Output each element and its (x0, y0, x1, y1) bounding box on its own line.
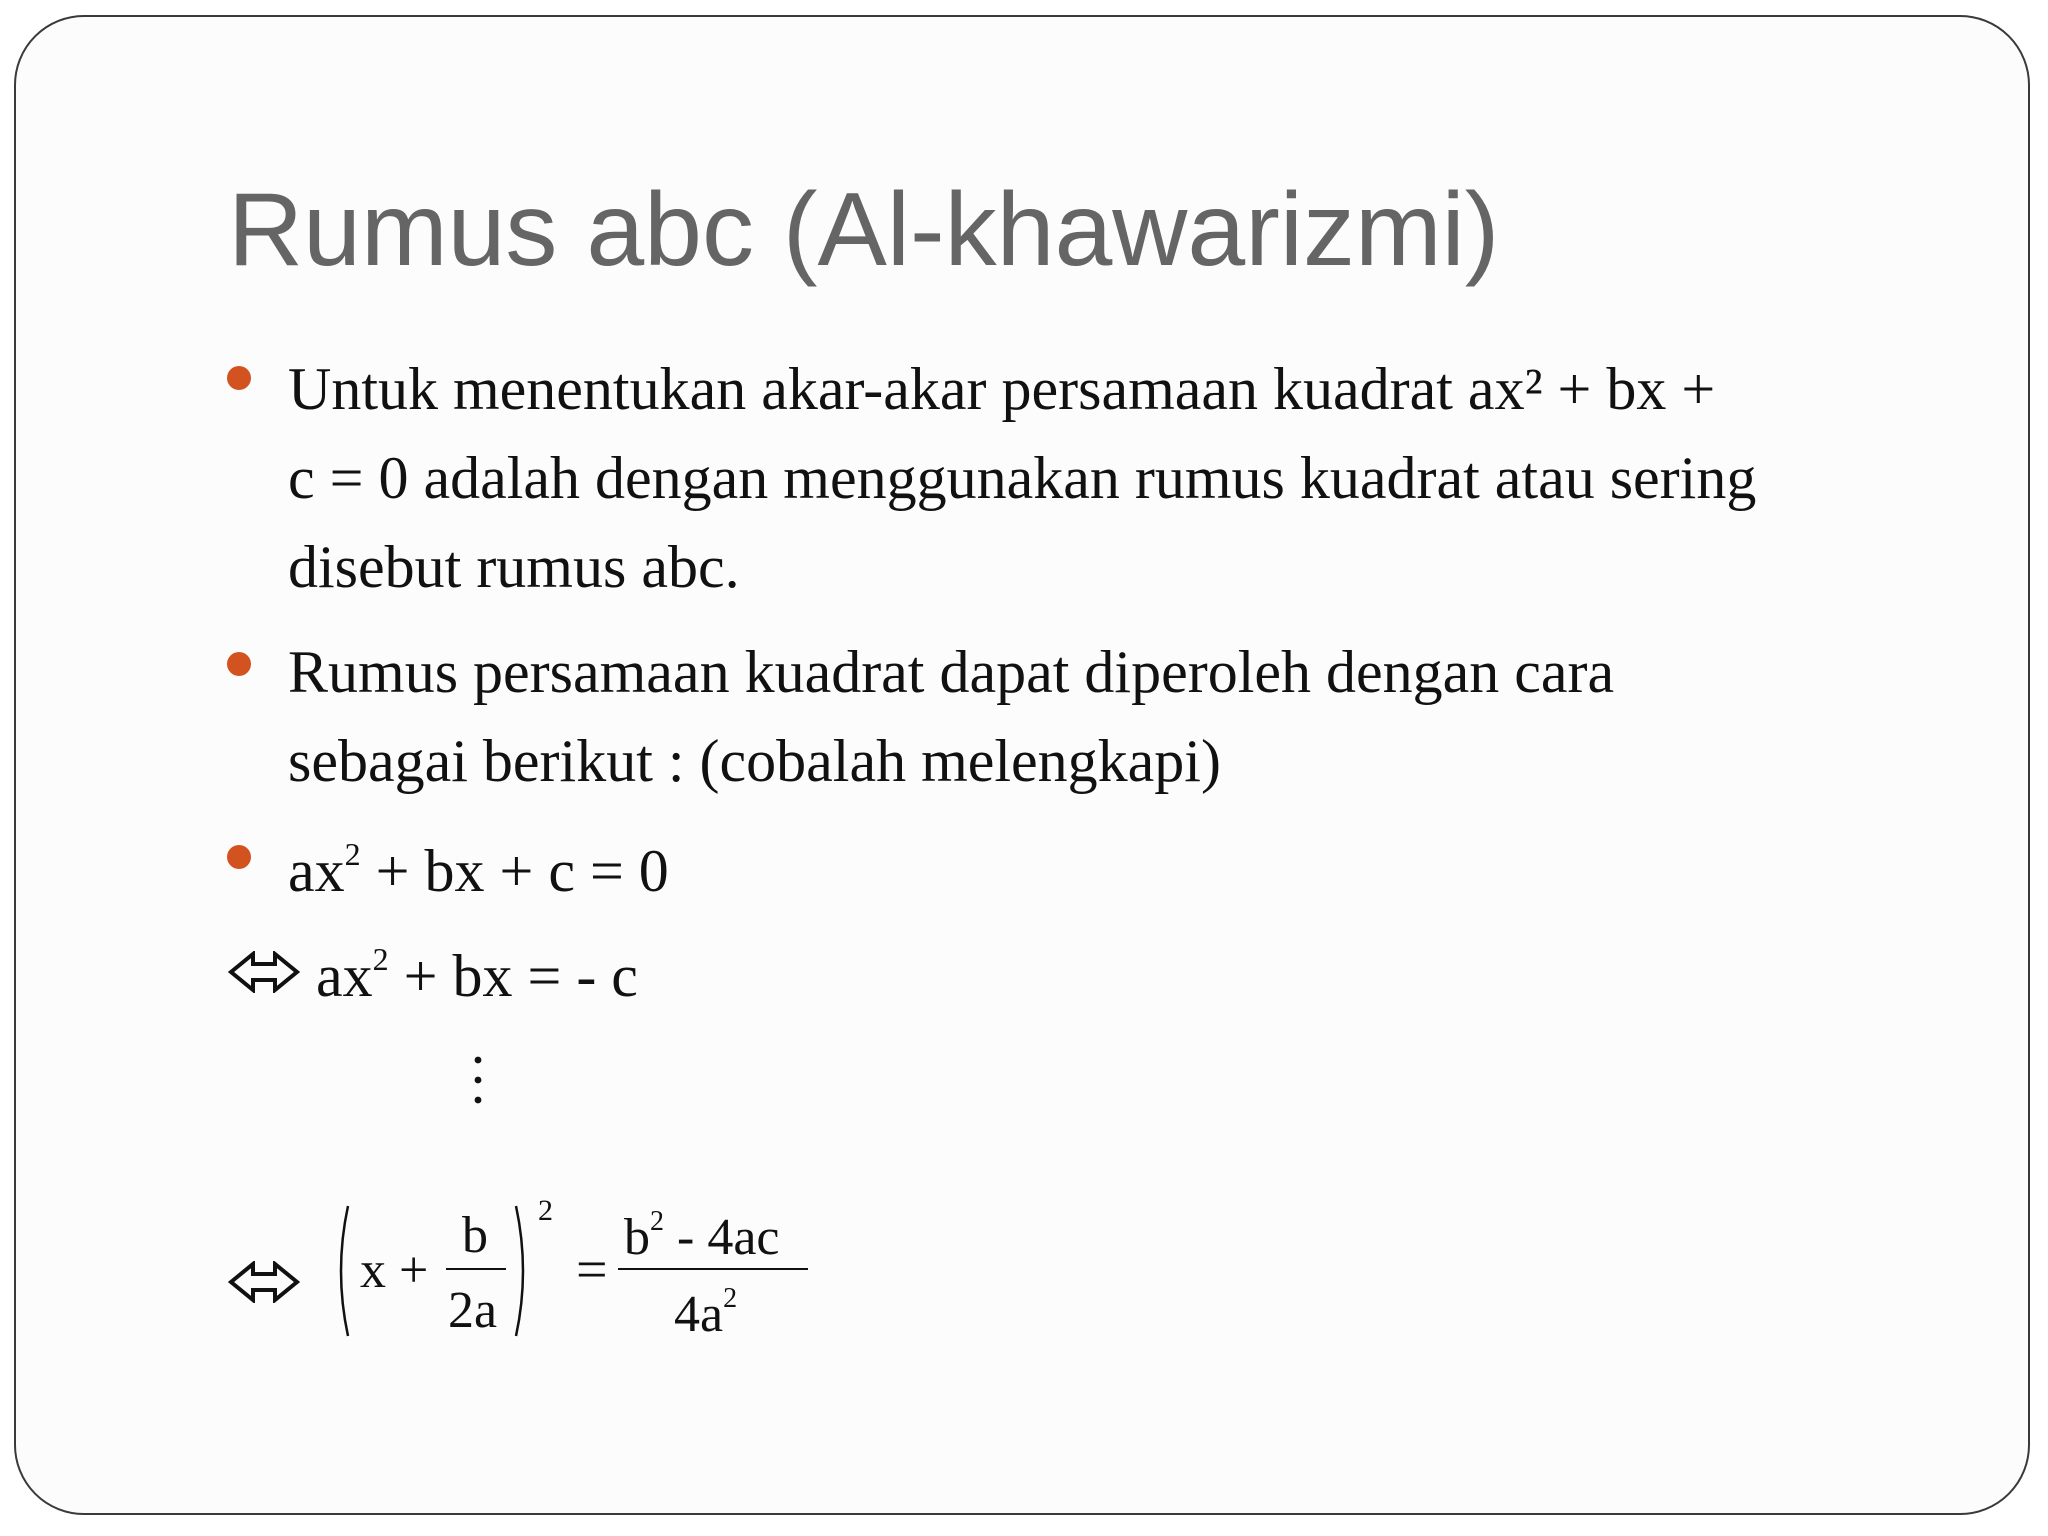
bullet-paragraph-1 (288, 345, 1756, 612)
vertical-ellipsis-icon (472, 1055, 484, 1105)
double-arrow-icon (228, 951, 300, 993)
eq1-exponent: 2 (344, 836, 361, 872)
text-line: Rumus persamaan kuadrat dapat diperoleh dengan cara (288, 639, 1615, 705)
bullet-marker (227, 652, 251, 676)
left-parenthesis (330, 1203, 352, 1339)
text-line: disebut rumus abc. (288, 534, 740, 600)
right-parenthesis (512, 1203, 534, 1339)
eq1-base: ax (288, 838, 345, 904)
inner-fraction-bar (446, 1268, 506, 1270)
eq2-base: ax (316, 943, 373, 1009)
eq2-exponent: 2 (372, 941, 389, 977)
equation-line-1 (288, 836, 669, 904)
outer-denominator: $4a^2$ (674, 1283, 738, 1343)
equation-line-2 (316, 941, 638, 1009)
text-line: c = 0 adalah dengan menggunakan rumus kuadrat atau sering (288, 445, 1757, 511)
bullet-marker (227, 845, 251, 869)
outer-numerator: $b^2 - 4ac$ (624, 1206, 780, 1266)
x-plus-term: x + (360, 1242, 429, 1299)
slide-title: Rumus abc (Al-khawarizmi) (228, 172, 1500, 288)
eq1-rest: + bx + c = 0 (360, 838, 669, 904)
inner-numerator: b (462, 1207, 488, 1264)
text-line: Untuk menentukan akar-akar persamaan kuadrat ax² + bx + (288, 356, 1716, 422)
bullet-marker (227, 366, 251, 390)
outer-exponent: 2 (538, 1194, 553, 1227)
double-arrow-icon (228, 1261, 300, 1303)
text-line: sebagai berikut : (cobalah melengkapi) (288, 728, 1221, 794)
equals-sign: = (576, 1239, 608, 1301)
bullet-paragraph-2 (288, 628, 1614, 806)
eq2-rest: + bx = - c (388, 943, 638, 1009)
inner-denominator: 2a (448, 1282, 498, 1339)
outer-fraction-bar (618, 1268, 808, 1270)
